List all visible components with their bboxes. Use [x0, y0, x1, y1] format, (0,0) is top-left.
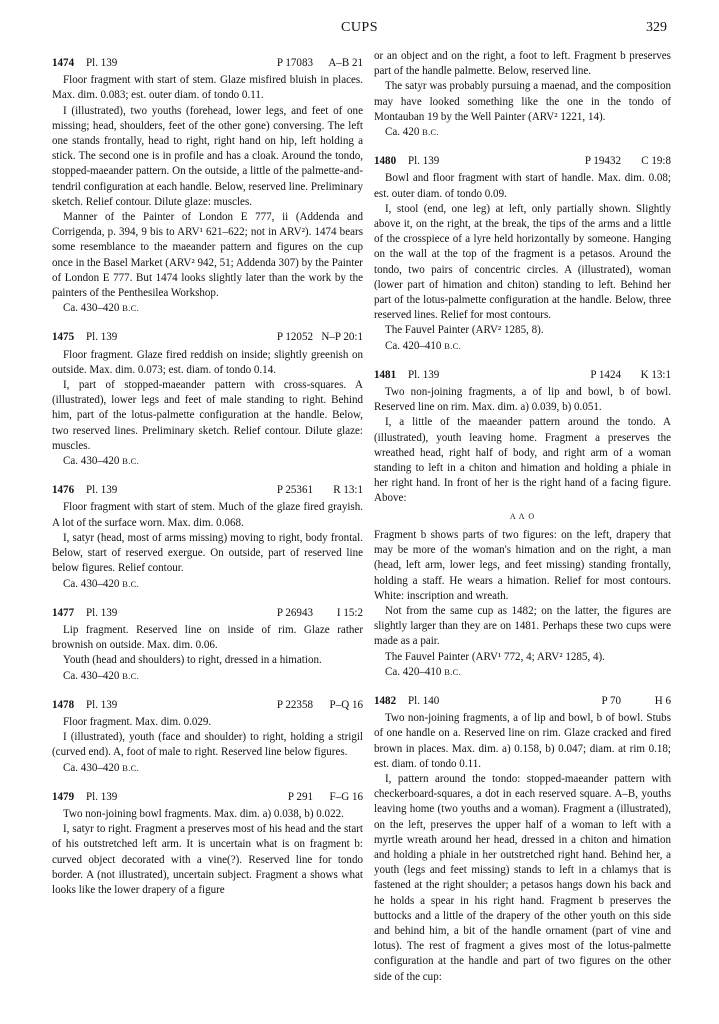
plate-reference: Pl. 139	[86, 331, 118, 344]
entry-date: Ca. 430–420 B.C.	[63, 669, 140, 682]
entry-date: Ca. 430–420 B.C.	[63, 577, 140, 590]
entry-paragraph: Floor fragment. Max. dim. 0.029.	[63, 715, 212, 728]
entry-paragraph: Two non-joining fragments, a of lip and bowl, b of bowl. Reserved line on rim. Max. dim. a) 0.039, b) 0.051.	[374, 386, 671, 414]
entry-date: Ca. 420–410 B.C.	[385, 665, 462, 678]
entry-date: Ca. 430–420 B.C.	[63, 761, 140, 774]
entry-date: Ca. 430–420 B.C.	[63, 302, 140, 315]
plate-reference: Pl. 139	[86, 790, 118, 803]
running-header	[0, 20, 719, 40]
entry-paragraph: I, stool (end, one leg) at left, only partially shown. Slightly above it, on the right, at the break, the tips of the arms and a little of the crosspiece of a lyre held horizontally by someone. Hanging on the wall at the top of the fragment is a petasos. Around the tondo, two pairs of concentric circles. A (illustrated), woman (lower part of himation and chiton) standing to left. Behind her part of the lotus-palmette configuration at the handle. Below, three reserved lines. Relief for most contours.	[374, 202, 671, 322]
continuation-block	[374, 49, 671, 140]
deposit-location: A–B 21	[328, 57, 363, 69]
entry-number: 1480	[374, 155, 397, 168]
entry-paragraph: Two non-joining bowl fragments. Max. dim. a) 0.038, b) 0.022.	[63, 807, 344, 820]
entry-paragraph: I, satyr (head, most of arms missing) moving to right, body frontal. Below, start of reserved exergue. On outside, part of reserved line below figures. Relief contour.	[52, 531, 363, 575]
catalog-entry-1478	[52, 698, 363, 776]
plate-reference: Pl. 139	[408, 368, 440, 381]
entry-heading	[52, 483, 363, 498]
entry-paragraph: Lip fragment. Reserved line on inside of rim. Glaze rather brownish on outside. Max. dim. 0.06.	[52, 623, 363, 652]
deposit-location: C 19:8	[641, 155, 671, 168]
entry-number: 1477	[52, 606, 75, 619]
entry-paragraph: Two non-joining fragments, a of lip and bowl, b of bowl. Stubs of one handle on a. Reserved line on rim. Glaze cracked and fired brown in places. Max. dim. a) 0.158, b) 0.047; diam. at rim 0.18; est. diam. of tondo 0.11.	[374, 712, 671, 770]
inventory-number: P 17083	[276, 57, 313, 69]
plate-reference: Pl. 139	[86, 606, 118, 619]
deposit-location: P–Q 16	[329, 698, 363, 711]
inventory-number: P 25361	[276, 484, 313, 497]
inscription: Α Λ Ο	[509, 511, 536, 521]
entry-number: 1475	[52, 331, 75, 344]
entry-heading	[374, 368, 671, 383]
entry-number: 1481	[374, 368, 397, 381]
catalog-entry-1480	[374, 154, 671, 354]
entry-paragraph: Bowl and floor fragment with start of handle. Max. dim. 0.08; est. outer diam. of tondo 0.09.	[374, 172, 671, 200]
inventory-number: P 26943	[276, 606, 313, 619]
entry-heading	[52, 330, 363, 345]
deposit-location: F–G 16	[329, 790, 363, 803]
catalog-entry-1479	[52, 790, 363, 898]
inventory-number: P 70	[601, 694, 621, 707]
entry-number: 1476	[52, 484, 75, 497]
entry-paragraph: I, satyr to right. Fragment a preserves most of his head and the start of his outstretched left arm. It is uncertain what is on fragment b: curved object decorated with a vine(?). Reserved line for tondo border. A (not illustrated), uncertain subject. Fragment a shows what looks like the lower drapery of a figure	[52, 823, 363, 896]
deposit-location: R 13:1	[333, 484, 363, 497]
plate-reference: Pl. 139	[86, 698, 118, 711]
entry-number: 1478	[52, 698, 75, 711]
catalog-entry-1474	[52, 56, 363, 316]
entry-paragraph: Floor fragment with start of stem. Glaze misfired bluish in places. Max. dim. 0.083; est. outer diam. of tondo 0.11.	[52, 74, 363, 102]
deposit-location: I 15:2	[336, 606, 363, 619]
entry-paragraph: I, part of stopped-maeander pattern with cross-squares. A (illustrated), lower legs and feet of male standing to right. Behind him, part of the lotus-palmette configuration at the handle. Below, two reserved lines. Preliminary sketch. Relief contour. Dilute glaze: muscles.	[52, 379, 363, 452]
entry-heading	[52, 790, 363, 805]
inventory-number: P 1424	[590, 368, 621, 381]
deposit-location: K 13:1	[640, 368, 671, 381]
right-column	[374, 49, 671, 985]
catalog-entry-1481	[374, 368, 671, 680]
continuation-paragraph: or an object and on the right, a foot to left. Fragment b preserves part of the handle palmette. Below, reserved line.	[374, 50, 671, 78]
entry-paragraph: Youth (head and shoulders) to right, dressed in a himation.	[63, 654, 322, 667]
entry-paragraph: I, pattern around the tondo: stopped-maeander pattern with checkerboard-squares, a dot in each reserved square. A–B, youths leaving home (two youths and a woman). Fragment a (illustrated), on the left, preserves the upper half of a woman to left with a myrtle wreath around her head, dressed in a chiton and himation and holding a phiale in her outstretched right hand. Behind her, a youth (legs and feet missing) stands to left in a chlamys that is fastened at the right shoulder; a petasos hangs down his back and he holds a spear in his right hand. Fragment b preserves the buttocks and a little of the drapery of the other youth on this side and behind him, a bit of the handle ornament (part of vine and lotus). The rest of fragment a gives most of the lotus-palmette configuration at the handle and part of two figures on the other side of the cup:	[374, 772, 671, 983]
plate-reference: Pl. 139	[86, 484, 118, 497]
entry-paragraph: Fragment b shows parts of two figures: on the left, drapery that may be more of the woman's himation and on the right, a man (head, left arm, lower legs, and feet missing) standing frontally, holding a staff. He wears a himation. Relief for most contours. White: inscription and wreath.	[374, 528, 671, 602]
entry-paragraph: The Fauvel Painter (ARV² 1285, 8).	[385, 324, 544, 337]
plate-reference: Pl. 139	[86, 57, 118, 69]
entry-paragraph: Floor fragment with start of stem. Much of the glaze fired grayish. A lot of the surface worn. Max. dim. 0.068.	[52, 501, 363, 529]
inventory-number: P 12052	[276, 331, 313, 344]
catalog-entry-1482	[374, 694, 671, 985]
entry-number: 1474	[52, 57, 75, 69]
plate-reference: Pl. 140	[408, 694, 440, 707]
entry-number: 1479	[52, 790, 75, 803]
deposit-location: H 6	[654, 694, 671, 707]
entry-heading	[52, 698, 363, 713]
inventory-number: P 19432	[584, 155, 621, 168]
deposit-location: N–P 20:1	[321, 331, 363, 344]
continuation-paragraph: The satyr was probably pursuing a maenad, and the composition may have looked something like the one in the tondo of Montauban 19 by the Well Painter (ARV² 1221, 14).	[374, 80, 671, 123]
entry-paragraph: I (illustrated), youth (face and shoulder) to right, holding a strigil (curved end). A, foot of male to right. Reserved line below figures.	[52, 731, 363, 759]
entry-paragraph: I, a little of the maeander pattern around the tondo. A (illustrated), youth leaving home. Fragment a preserves the wreathed head, right half of body, and right arm of a woman standing to left in a chiton and himation and holding a phiale in her right hand. In front of her is the right hand of a facing figure. Above:	[374, 416, 671, 505]
inventory-number: P 291	[287, 790, 313, 803]
catalog-entry-1477	[52, 606, 363, 684]
entry-heading	[52, 56, 363, 71]
continuation-date: Ca. 420 B.C.	[385, 126, 439, 139]
entry-heading	[374, 694, 671, 709]
catalog-entry-1475	[52, 330, 363, 469]
running-title: CUPS	[340, 20, 379, 35]
entry-number: 1482	[374, 694, 397, 707]
entry-heading	[374, 154, 671, 169]
left-column	[52, 56, 363, 898]
entry-date: Ca. 420–410 B.C.	[385, 339, 462, 352]
catalog-entry-1476	[52, 483, 363, 591]
entry-paragraph: Floor fragment. Glaze fired reddish on inside; slightly greenish on outside. Max. dim. 0.073; est. diam. of tondo 0.14.	[52, 348, 363, 376]
entry-paragraph: Not from the same cup as 1482; on the latter, the figures are slightly larger than they are on 1481. Perhaps these two cups were made as a pair.	[374, 604, 671, 648]
entry-date: Ca. 430–420 B.C.	[63, 455, 140, 468]
entry-paragraph: Manner of the Painter of London E 777, ii (Addenda and Corrigenda, p. 394, 9 bis to ARV¹ 621–622; not in ARV²). 1474 bears some resemblance to the maeander pattern and figures on the cup once in the Basel Market (ARV² 942, 51; Addenda 307) by the Painter of London E 777. But 1474 looks slightly later than the work by the painters of the Penthesilea Workshop.	[52, 211, 363, 300]
page-number: 329	[646, 20, 667, 35]
entry-paragraph: I (illustrated), two youths (forehead, lower legs, and feet of one missing; head, shoulders, feet of the other gone) conversing. The left one stands frontally, head to right, right hand on hip, left holding a stick. The second one is in profile and has a cloak. Around the tondo, stopped-maeander pattern. On the outside, a little of the palmette-and-tendril configuration at each handle. Below, reserved line. Preliminary sketch. Relief contour. Dilute glaze: muscles.	[52, 104, 363, 208]
inventory-number: P 22358	[276, 698, 313, 711]
plate-reference: Pl. 139	[408, 155, 440, 168]
entry-heading	[52, 606, 363, 621]
entry-paragraph: The Fauvel Painter (ARV¹ 772, 4; ARV² 1285, 4).	[385, 650, 605, 663]
